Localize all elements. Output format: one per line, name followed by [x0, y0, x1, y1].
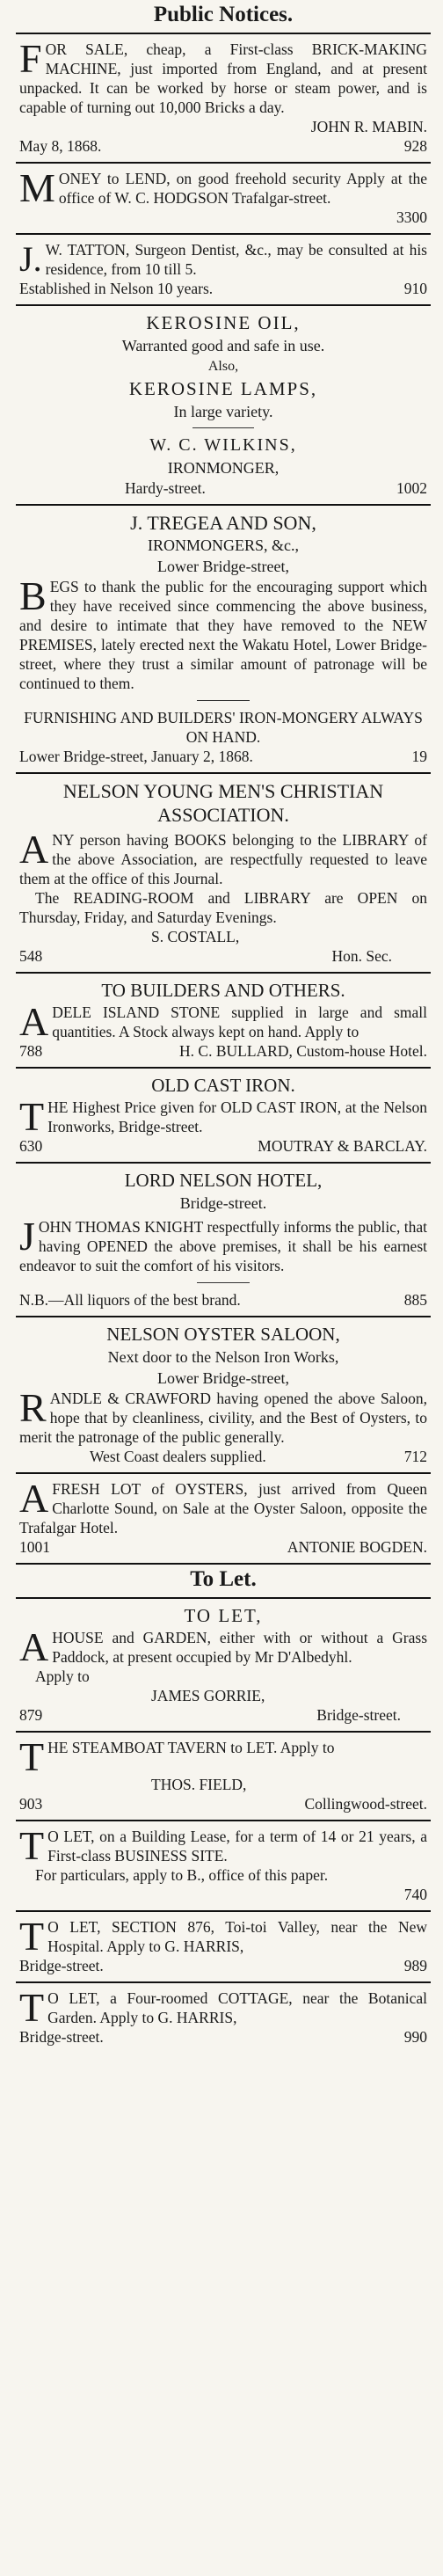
drop-cap: A [19, 1624, 49, 1669]
ad-lord-nelson-hotel [19, 1164, 427, 1316]
ad-number: 910 [403, 280, 427, 297]
ad-number: 548 [19, 947, 43, 965]
ad-body: ANDLE & CRAWFORD having opened the above Saloon, hope that by cleanliness, civility, and the Best of Oysters, to merit the patronage of the public generally. [19, 1390, 427, 1446]
ad-body: HOUSE and GARDEN, either with or without a Grass Paddock, at present occupied by Mr D'Albedyhl. [52, 1629, 427, 1666]
ad-text: FURNISHING AND BUILDERS' IRON-MONGERY ALWAYS ON HAND. [24, 709, 423, 746]
ad-body: W. TATTON, Surgeon Dentist, &c., may be consulted at his residence, from 10 till 5. [45, 241, 427, 278]
ad-number: 788 [19, 1042, 43, 1060]
ad-tatton-dentist [19, 235, 427, 304]
ad-trade: IRONMONGER, [167, 459, 280, 477]
ad-number: 928 [403, 137, 427, 155]
ad-title: J. TREGEA AND SON, [130, 512, 316, 534]
ad-oyster-saloon [19, 1317, 427, 1472]
ad-text: Next door to the Nelson Iron Works, [107, 1348, 339, 1366]
ad-trade: IRONMONGERS, &c., [147, 536, 299, 554]
ad-street: Lower Bridge-street, [157, 558, 289, 575]
ad-text: For particulars, apply to B., office of this paper. [35, 1866, 329, 1884]
ad-title: KEROSINE LAMPS, [128, 378, 318, 399]
ad-title: NELSON YOUNG MEN'S CHRISTIAN ASSOCIATION. [62, 780, 384, 826]
ad-street: Lower Bridge-street, [157, 1369, 289, 1387]
ad-kerosine [19, 306, 427, 504]
ad-text: Warranted good and safe in use. [121, 337, 325, 354]
ad-brick-machine [19, 34, 427, 162]
ad-text: The READING-ROOM and LIBRARY are OPEN on Thursday, Friday, and Saturday Evenings. [19, 889, 427, 926]
drop-cap: M [19, 165, 55, 210]
ad-body: OHN THOMAS KNIGHT respectfully informs the public, that having OPENED the above premises, it shall be his earnest endeavor to suit the comfort of his visitors. [19, 1218, 427, 1274]
drop-cap: R [19, 1385, 47, 1430]
ad-street: Bridge-street. [316, 1706, 401, 1724]
drop-cap: F [19, 36, 42, 81]
section-heading-to-let: To Let. [190, 1567, 257, 1591]
ad-body: ONEY to LEND, on good freehold security Apply at the office of W. C. HODGSON Trafalgar-street. [58, 170, 427, 207]
ad-number: 740 [403, 1886, 427, 1903]
ad-signer: S. COSTALL, [151, 928, 240, 945]
ad-street: Hardy-street. [125, 479, 206, 497]
ad-body: FRESH LOT of OYSTERS, just arrived from Queen Charlotte Sound, on Sale at the Oyster Saloon, opposite the Trafalgar Hotel. [19, 1480, 427, 1536]
ad-street: Collingwood-street. [304, 1795, 427, 1813]
ad-section-876 [19, 1912, 427, 1981]
ad-body: DELE ISLAND STONE supplied in large and small quantities. A Stock always kept on hand. Apply to [52, 1003, 427, 1040]
ad-cottage [19, 1983, 427, 2053]
ad-number: 630 [19, 1137, 43, 1155]
ad-signer: ANTONIE BOGDEN. [287, 1538, 427, 1556]
drop-cap: T [19, 1094, 45, 1139]
ad-signer: JAMES GORRIE, [151, 1687, 265, 1704]
ad-body: EGS to thank the public for the encouraging support which they have received since commencing the above business, and desire to intimate that they have removed to the NEW PREMISES, lately erected next the Wakatu Hotel, Lower Bridge-street, where they trust a similar amount of patronage will be continued to them. [19, 578, 427, 692]
ad-body: O LET, on a Building Lease, for a term of 14 or 21 years, a First-class BUSINESS SITE. [47, 1828, 427, 1864]
ad-signer: MOUTRAY & BARCLAY. [258, 1137, 427, 1155]
drop-cap: A [19, 827, 49, 872]
ad-title: NELSON OYSTER SALOON, [106, 1324, 340, 1345]
ad-street: Bridge-street. [19, 2028, 104, 2046]
drop-cap: T [19, 1734, 45, 1779]
ad-fresh-oysters [19, 1474, 427, 1563]
ad-number: 1001 [19, 1538, 50, 1556]
ad-number: 990 [403, 2028, 427, 2046]
short-rule [197, 700, 250, 701]
short-rule [192, 427, 254, 428]
ad-text: West Coast dealers supplied. [90, 1448, 266, 1465]
ad-signer: H. C. BULLARD, Custom-house Hotel. [179, 1042, 427, 1060]
ad-date: Lower Bridge-street, January 2, 1868. [19, 748, 253, 765]
ad-title: OLD CAST IRON. [151, 1075, 295, 1096]
ad-name: W. C. WILKINS, [149, 435, 297, 455]
drop-cap: T [19, 1985, 45, 2030]
ad-number: 712 [403, 1448, 427, 1465]
ad-old-cast-iron [19, 1069, 427, 1162]
ad-number: 885 [403, 1291, 427, 1309]
ad-text: Also, [207, 359, 239, 374]
ad-title: TO LET, [184, 1605, 263, 1626]
ad-steamboat-tavern [19, 1733, 427, 1820]
ad-text: N.B.—All liquors of the best brand. [19, 1291, 241, 1309]
ad-body: HE Highest Price given for OLD CAST IRON, at the Nelson Ironworks, Bridge-street. [47, 1098, 427, 1135]
ad-number: 879 [19, 1706, 43, 1724]
drop-cap: A [19, 1476, 49, 1521]
ad-body: O LET, SECTION 876, Toi-toi Valley, near the New Hospital. Apply to G. HARRIS, [47, 1918, 427, 1955]
ad-number: 903 [19, 1795, 43, 1813]
ad-street: Bridge-street. [19, 1957, 104, 1974]
ad-title: KEROSINE OIL, [146, 312, 301, 333]
drop-cap: A [19, 999, 49, 1044]
ad-body: HE STEAMBOAT TAVERN to LET. Apply to [47, 1739, 335, 1756]
ad-signer: JOHN R. MABIN. [310, 118, 427, 135]
ad-street: Bridge-street. [179, 1194, 267, 1212]
section-heading-public-notices: Public Notices. [153, 3, 294, 26]
ad-building-lease [19, 1821, 427, 1910]
ad-money-to-lend [19, 164, 427, 233]
ad-body: O LET, a Four-roomed COTTAGE, near the Botanical Garden. Apply to G. HARRIS, [47, 1989, 427, 2026]
ad-number: 1002 [396, 479, 427, 497]
ad-role: Hon. Sec. [331, 947, 392, 965]
drop-cap: J. [19, 239, 42, 279]
ad-body: NY person having BOOKS belonging to the LIBRARY of the above Association, are respectfully requested to leave them at the office of this Journal. [19, 831, 427, 887]
short-rule [197, 1282, 250, 1283]
ad-tregea-and-son [19, 506, 427, 772]
ad-body: OR SALE, cheap, a First-class BRICK-MAKING MACHINE, just imported from England, and at present unpacked. It can be worked by horse or steam power, and is capable of turning out 10,000 Bricks a day. [19, 40, 427, 116]
drop-cap: B [19, 573, 47, 618]
ad-house-and-garden [19, 1599, 427, 1731]
ad-number: 989 [403, 1957, 427, 1974]
ad-date: May 8, 1868. [19, 137, 102, 155]
ad-number: 19 [411, 748, 427, 765]
ad-title: TO BUILDERS AND OTHERS. [101, 980, 345, 1001]
ad-ymca [19, 774, 427, 972]
ad-title: LORD NELSON HOTEL, [124, 1170, 323, 1191]
ad-number: 3300 [396, 208, 427, 226]
ad-text: Established in Nelson 10 years. [19, 280, 214, 297]
drop-cap: T [19, 1823, 45, 1868]
ad-text: In large variety. [173, 403, 273, 420]
ad-builders [19, 974, 427, 1067]
ad-text: Apply to [35, 1667, 90, 1685]
ad-signer: THOS. FIELD, [151, 1776, 247, 1793]
drop-cap: J [19, 1214, 35, 1259]
drop-cap: T [19, 1914, 45, 1959]
